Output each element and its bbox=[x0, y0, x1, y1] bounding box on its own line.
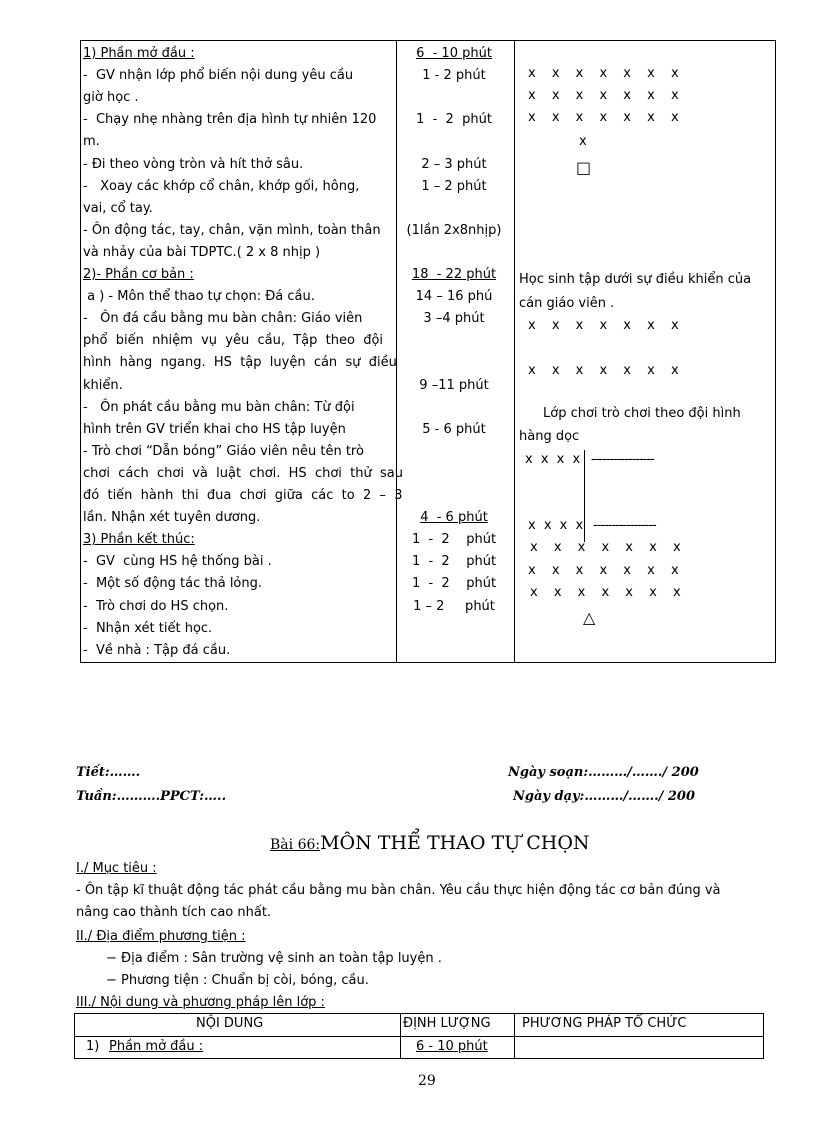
duration-line: 9 –11 phút bbox=[419, 377, 489, 393]
duration-line: 1 - 2 phút bbox=[416, 112, 492, 128]
content-line: - Một số động tác thả lỏng. bbox=[83, 576, 263, 592]
duration-line: 14 – 16 phú bbox=[415, 289, 493, 305]
table-cell: 6 - 10 phút bbox=[416, 1039, 488, 1054]
duration-line: 1 - 2 phút bbox=[422, 68, 486, 84]
teacher-marker: x bbox=[579, 134, 587, 149]
content-line: lần. Nhận xét tuyên dương. bbox=[83, 510, 261, 526]
lesson-number: Bài 66: bbox=[270, 837, 321, 853]
relay-team: x x x x bbox=[528, 518, 586, 533]
formation-row: x x x x x x x bbox=[530, 585, 687, 600]
formation-note: hàng dọc bbox=[519, 429, 580, 444]
formation-row: x x x x x x x bbox=[528, 88, 685, 103]
content-line: - Trò chơi do HS chọn. bbox=[83, 598, 229, 614]
content-line: phổ biến nhiệm vụ yêu cầu, Tập theo đội bbox=[83, 333, 384, 349]
duration-line: 18 - 22 phút bbox=[411, 267, 497, 282]
content-line: khiển. bbox=[83, 377, 123, 393]
content-line: - Ôn phát cầu bằng mu bàn chân: Từ đội bbox=[83, 399, 355, 415]
formation-row: x x x x x x x bbox=[528, 110, 685, 125]
content-line: 3) Phần kết thúc: bbox=[83, 532, 195, 548]
duration-line: 2 – 3 phút bbox=[421, 156, 487, 172]
duration-line: 1 – 2 phút bbox=[421, 178, 487, 194]
triangle-icon: △ bbox=[583, 608, 596, 627]
duration-line: 4 - 6 phút bbox=[420, 510, 488, 526]
formation-note: Lớp chơi trò chơi theo đội hình bbox=[543, 406, 741, 421]
content-line: - Ôn động tác, tay, chân, vặn mình, toàn thân bbox=[83, 222, 381, 238]
content-line: - Ôn đá cầu bằng mu bàn chân: Giáo viên bbox=[83, 311, 363, 327]
period-label: Tiết:……. bbox=[76, 765, 141, 780]
teach-date-label: Ngày dạy:………/……./ 200 bbox=[513, 789, 696, 804]
table-header-method: PHƯƠNG PHÁP TỔ CHỨC bbox=[522, 1016, 687, 1031]
location-text: − Địa điểm : Sân trường vệ sinh an toàn tập luyện . bbox=[106, 951, 442, 966]
section-heading: II./ Địa điểm phương tiện : bbox=[76, 929, 246, 944]
formation-row: x x x x x x x bbox=[528, 363, 685, 378]
duration-line: 3 –4 phút bbox=[423, 311, 485, 327]
column-divider bbox=[514, 41, 515, 662]
section-heading: I./ Mục tiêu : bbox=[76, 861, 157, 876]
content-line: - Nhận xét tiết học. bbox=[83, 620, 213, 636]
content-line: - Chạy nhẹ nhàng trên địa hình tự nhiên 120 bbox=[83, 112, 377, 128]
formation-row: x x x x x x x bbox=[528, 66, 685, 81]
objective-text: - Ôn tập kĩ thuật động tác phát cầu bằng mu bàn chân. Yêu cầu thực hiện động tác cơ bản đúng và bbox=[76, 883, 721, 898]
content-line: - GV cùng HS hệ thống bài . bbox=[83, 554, 272, 570]
formation-row: x x x x x x x bbox=[530, 540, 687, 555]
duration-line: 6 - 10 phút bbox=[416, 46, 492, 61]
content-line: vai, cổ tay. bbox=[83, 200, 153, 216]
duration-line: 5 - 6 phút bbox=[422, 421, 486, 437]
page-number: 29 bbox=[418, 1073, 436, 1089]
column-divider bbox=[514, 1014, 515, 1058]
lesson-title: MÔN THỂ THAO TỰ CHỌN bbox=[320, 832, 590, 854]
table-cell: Phần mở đầu : bbox=[109, 1039, 204, 1054]
content-line: hình hàng ngang. HS tập luyện cán sự điều bbox=[83, 355, 397, 371]
content-line: và nhảy của bài TDPTC.( 2 x 8 nhịp ) bbox=[83, 244, 321, 260]
content-line: giờ học . bbox=[83, 90, 139, 106]
content-line: - Xoay các khớp cổ chân, khớp gối, hông, bbox=[83, 178, 360, 194]
formation-note: cán giáo viên . bbox=[519, 296, 615, 311]
content-line: 1) Phần mở đầu : bbox=[83, 46, 195, 61]
content-line: đó tiến hành thi đua chơi giữa các to 2 – 3 bbox=[83, 488, 403, 503]
content-line: - GV nhận lớp phổ biến nội dung yêu cầu bbox=[83, 68, 354, 84]
equipment-text: − Phương tiện : Chuẩn bị còi, bóng, cầu. bbox=[106, 973, 369, 988]
duration-line: 1 - 2 phút bbox=[411, 532, 497, 548]
relay-line: ----------------- bbox=[593, 518, 656, 533]
section-heading: III./ Nội dung và phương pháp lên lớp : bbox=[76, 995, 325, 1010]
duration-line: 1 - 2 phút bbox=[411, 554, 497, 570]
relay-team: x x x x bbox=[525, 452, 583, 467]
content-line: chơi cách chơi và luật chơi. HS chơi thử sau bbox=[83, 465, 403, 481]
objective-text: nâng cao thành tích cao nhất. bbox=[76, 905, 272, 920]
table-cell: 1) bbox=[86, 1039, 100, 1054]
square-icon: □ bbox=[576, 158, 592, 177]
duration-line: 1 - 2 phút bbox=[411, 576, 497, 592]
table-header-amount: ĐỊNH LƯỢNG bbox=[403, 1016, 491, 1031]
column-divider bbox=[400, 1014, 401, 1058]
row-divider bbox=[75, 1036, 763, 1037]
relay-line: ----------------- bbox=[591, 452, 654, 467]
formation-row: x x x x x x x bbox=[528, 563, 685, 578]
formation-note: Học sinh tập dưới sự điều khiển của bbox=[519, 272, 752, 287]
content-line: - Đi theo vòng tròn và hít thở sâu. bbox=[83, 156, 304, 172]
table-header-content: NỘI DUNG bbox=[196, 1016, 264, 1031]
formation-row: x x x x x x x bbox=[528, 318, 685, 333]
content-line: 2)- Phần cơ bản : bbox=[83, 267, 194, 282]
page-title bbox=[270, 832, 590, 854]
week-label: Tuần:……….PPCT:….. bbox=[76, 789, 227, 804]
duration-line: (1lần 2x8nhịp) bbox=[406, 222, 502, 238]
content-line: hình trên GV triển khai cho HS tập luyện bbox=[83, 421, 346, 437]
duration-line: 1 – 2 phút bbox=[413, 598, 495, 614]
content-line: - Về nhà : Tập đá cầu. bbox=[83, 642, 231, 658]
content-line: a ) - Môn thể thao tự chọn: Đá cầu. bbox=[83, 289, 315, 305]
content-line: - Trò chơi “Dẫn bóng” Giáo viên nêu tên trò bbox=[83, 443, 364, 459]
prep-date-label: Ngày soạn:………/……./ 200 bbox=[508, 765, 699, 780]
content-line: m. bbox=[83, 134, 100, 150]
